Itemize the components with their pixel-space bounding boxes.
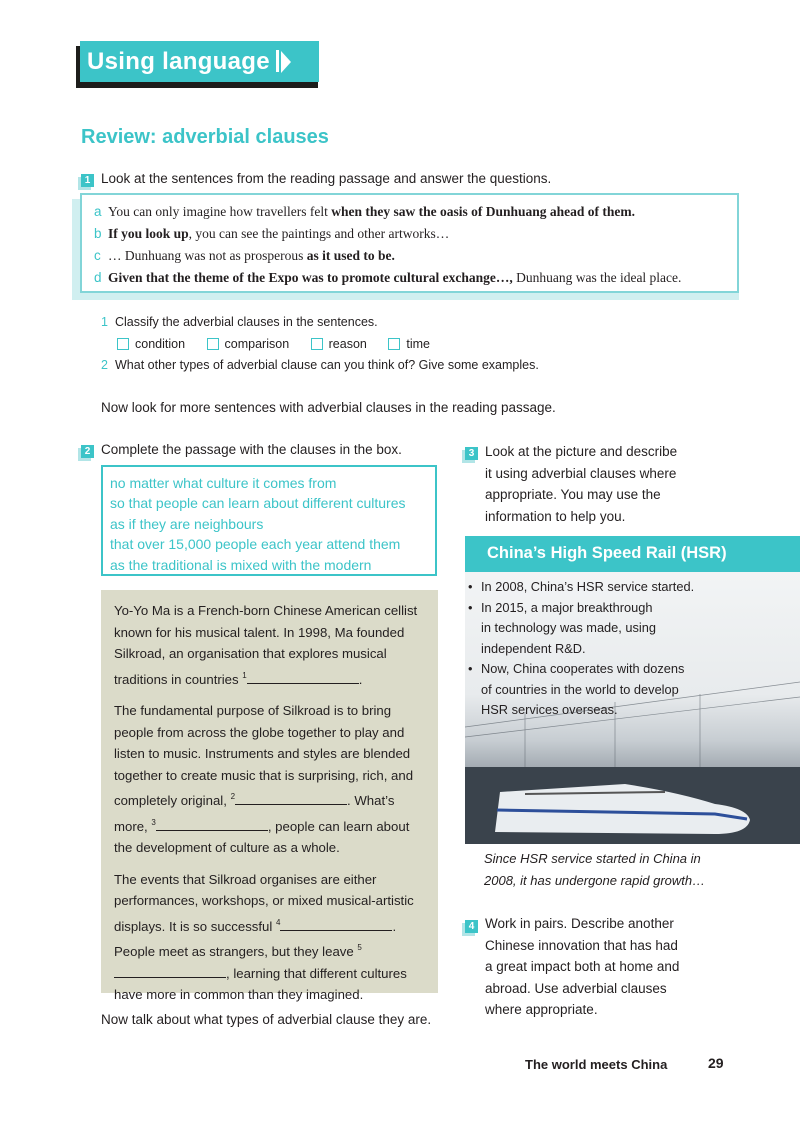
clause-item: so that people can learn about different cultures xyxy=(110,495,406,512)
passage-paragraph-2: The fundamental purpose of Silkroad is to bring people from across the globe together to play and listen to music. Instruments and styles are blended together to create music that is surprising, rich, and completely original, $^2$ . What’s more, $^3$ , people can learn about the development of culture as a whole. xyxy=(114,703,414,855)
passage-paragraph-3: The events that Silkroad organises are either performances, workshops, or mixed musical-artistic displays. It is so successful $^4$ . People meet as strangers, but they leave $^5$, learning that different cultures have more in common than they imagined. xyxy=(114,871,414,1002)
fact-item: • In 2015, a major breakthrough in technology was made, using independent R&D. xyxy=(468,598,728,660)
checkbox-icon[interactable] xyxy=(207,338,219,350)
sentence-b: b If you look up, you can see the paintings and other artworks… xyxy=(94,226,450,241)
blank-2[interactable] xyxy=(235,793,347,805)
checkbox-icon[interactable] xyxy=(311,338,323,350)
page-title: Review: adverbial clauses xyxy=(81,126,329,148)
question-1: 1 Classify the adverbial clauses in the sentences. xyxy=(101,315,378,329)
passage-paragraph-1: Yo-Yo Ma is a French-born Chinese American cellist known for his musical talent. In 1998, Ma founded Silkroad, an organisation that explores musical traditions in countries $^1$ . xyxy=(114,603,418,687)
page-number: 29 xyxy=(708,1055,724,1071)
banner-arrow-icon xyxy=(281,51,291,73)
banner-bar-icon xyxy=(276,50,279,72)
exercise-4-instruction: Work in pairs. Describe another Chinese innovation that has had a great impact both at home and abroad. Use adverbial clauses where appropriate. xyxy=(485,916,680,1017)
exercise-1-badge: 1 xyxy=(81,174,94,187)
exercise-2-badge: 2 xyxy=(81,445,94,458)
section-banner xyxy=(80,41,319,82)
checkbox-icon[interactable] xyxy=(388,338,400,350)
photo-caption: Since HSR service started in China in 2008, it has undergone rapid growth… xyxy=(484,851,706,888)
clause-item: no matter what culture it comes from xyxy=(110,475,337,491)
exercise-1-instruction: Look at the sentences from the reading passage and answer the questions. xyxy=(101,171,552,186)
sentence-d: d Given that the theme of the Expo was to promote cultural exchange…, Dunhuang was the ideal place. xyxy=(94,270,682,285)
blank-3[interactable] xyxy=(156,819,268,831)
gap-fill-passage xyxy=(101,590,438,1002)
checkbox-icon[interactable] xyxy=(117,338,129,350)
option-condition[interactable]: condition xyxy=(117,337,185,351)
exercise-4-badge: 4 xyxy=(465,920,478,933)
footer-unit-title: The world meets China xyxy=(525,1057,668,1072)
exercise-2-instruction: Complete the passage with the clauses in the box. xyxy=(101,442,402,457)
exercise-3-instruction: Look at the picture and describe it using adverbial clauses where appropriate. You may use the information to help you. xyxy=(485,444,678,524)
sentence-c: c … Dunhuang was not as prosperous as it used to be. xyxy=(94,248,395,263)
option-time[interactable]: time xyxy=(388,337,430,351)
blank-4[interactable] xyxy=(280,919,392,931)
clause-item: as the traditional is mixed with the modern xyxy=(110,556,372,573)
clause-item: that over 15,000 people each year attend them xyxy=(110,536,401,553)
question-2: 2 What other types of adverbial clause can you think of? Give some examples. xyxy=(101,358,539,372)
banner-title: Using language xyxy=(87,48,270,75)
sentence-a: a You can only imagine how travellers felt when they saw the oasis of Dunhuang ahead of them. xyxy=(94,204,636,219)
clause-item: as if they are neighbours xyxy=(110,515,264,532)
exercise-3-badge: 3 xyxy=(465,447,478,460)
hsr-title: China’s High Speed Rail (HSR) xyxy=(465,536,800,572)
clause-box xyxy=(101,465,437,576)
hsr-facts xyxy=(468,577,728,721)
classification-options xyxy=(101,334,539,356)
exercise-1-followup: Now look for more sentences with adverbial clauses in the reading passage. xyxy=(101,400,556,415)
exercise-2-followup: Now talk about what types of adverbial clause they are. xyxy=(101,1012,432,1027)
option-comparison[interactable]: comparison xyxy=(207,337,290,351)
blank-1[interactable] xyxy=(247,672,359,684)
exercise-1-questions xyxy=(101,312,539,377)
blank-5[interactable] xyxy=(114,966,226,978)
sentence-box xyxy=(80,193,739,293)
option-reason[interactable]: reason xyxy=(311,337,367,351)
fact-item: • Now, China cooperates with dozens of countries in the world to develop HSR services overseas. xyxy=(468,659,728,721)
fact-item: • In 2008, China’s HSR service started. xyxy=(468,577,728,598)
